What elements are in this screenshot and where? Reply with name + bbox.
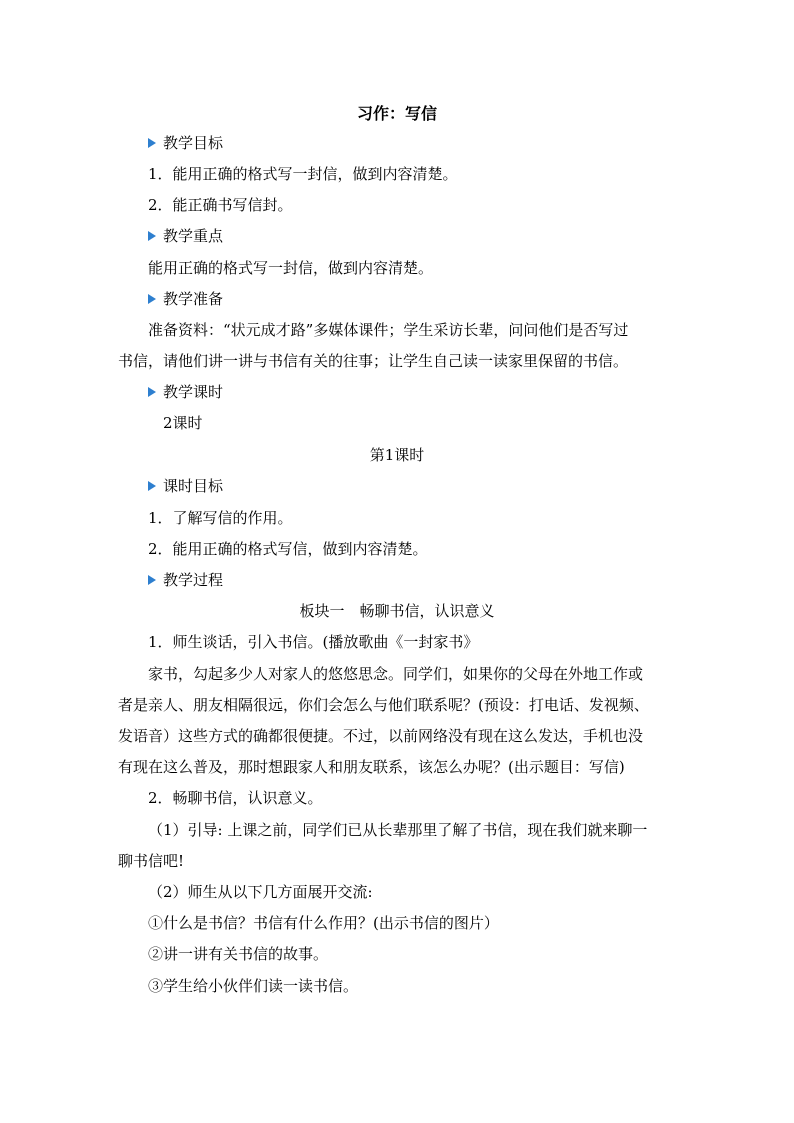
lesson-goal-item: 2．能用正确的格式写信，做到内容清楚。 xyxy=(148,540,428,558)
discussion-point: ③学生给小伙伴们读一读书信。 xyxy=(148,977,359,995)
triangle-bullet-icon xyxy=(148,575,156,585)
triangle-bullet-icon xyxy=(148,231,156,241)
prep-text-line: 准备资料：“状元成才路”多媒体课件；学生采访长辈，问问他们是否写过 xyxy=(148,321,629,339)
triangle-bullet-icon xyxy=(148,387,156,397)
step-1: 1．师生谈话，引入书信。(播放歌曲《一封家书》 xyxy=(148,633,479,651)
section-heading-hours xyxy=(148,382,223,402)
goal-item: 1．能用正确的格式写一封信，做到内容清楚。 xyxy=(148,165,458,183)
heading-label: 教学目标 xyxy=(163,134,224,152)
triangle-bullet-icon xyxy=(148,481,156,491)
triangle-bullet-icon xyxy=(148,138,156,148)
sub-step-1-line: （1）引导: 上课之前，同学们已从长辈那里了解了书信，现在我们就来聊一 xyxy=(148,821,648,839)
step-2: 2．畅聊书信，认识意义。 xyxy=(148,789,323,807)
paragraph-line: 者是亲人、朋友相隔很远，你们会怎么与他们联系呢？(预设：打电话、发视频、 xyxy=(118,696,649,714)
section-heading-process xyxy=(148,570,223,590)
paragraph-line: 家书，勾起多少人对家人的悠悠思念。同学们，如果你的父母在外地工作或 xyxy=(148,665,644,683)
hours-text: 2课时 xyxy=(163,414,203,432)
paragraph-line: 有现在这么普及，那时想跟家人和朋友联系，该怎么办呢？(出示题目：写信) xyxy=(118,758,625,776)
heading-label: 教学课时 xyxy=(163,383,224,401)
section-heading-prep xyxy=(148,289,223,309)
section-heading-focus xyxy=(148,226,223,246)
heading-label: 课时目标 xyxy=(163,477,224,495)
discussion-point: ①什么是书信？书信有什么作用？(出示书信的图片） xyxy=(148,914,499,932)
heading-label: 教学过程 xyxy=(163,571,224,589)
sub-step-1-line: 聊书信吧! xyxy=(118,852,185,870)
prep-text-line: 书信，请他们讲一讲与书信有关的往事；让学生自己读一读家里保留的书信。 xyxy=(118,352,629,370)
section-heading-lesson-goals xyxy=(148,476,223,496)
heading-label: 教学重点 xyxy=(163,227,224,245)
heading-label: 教学准备 xyxy=(163,290,224,308)
block-title: 板块一 畅聊书信，认识意义 xyxy=(299,602,495,620)
document-title: 习作：写信 xyxy=(356,104,437,123)
sub-step-2: （2）师生从以下几方面展开交流: xyxy=(148,883,373,901)
discussion-point: ②讲一讲有关书信的故事。 xyxy=(148,945,329,963)
triangle-bullet-icon xyxy=(148,294,156,304)
lesson-goal-item: 1．了解写信的作用。 xyxy=(148,509,293,527)
goal-item: 2．能正确书写信封。 xyxy=(148,196,293,214)
section-heading-goals xyxy=(148,133,223,153)
lesson-title: 第1课时 xyxy=(369,446,425,464)
focus-text: 能用正确的格式写一封信，做到内容清楚。 xyxy=(148,259,434,277)
paragraph-line: 发语音）这些方式的确都很便捷。不过，以前网络没有现在这么发达，手机也没 xyxy=(118,727,644,745)
